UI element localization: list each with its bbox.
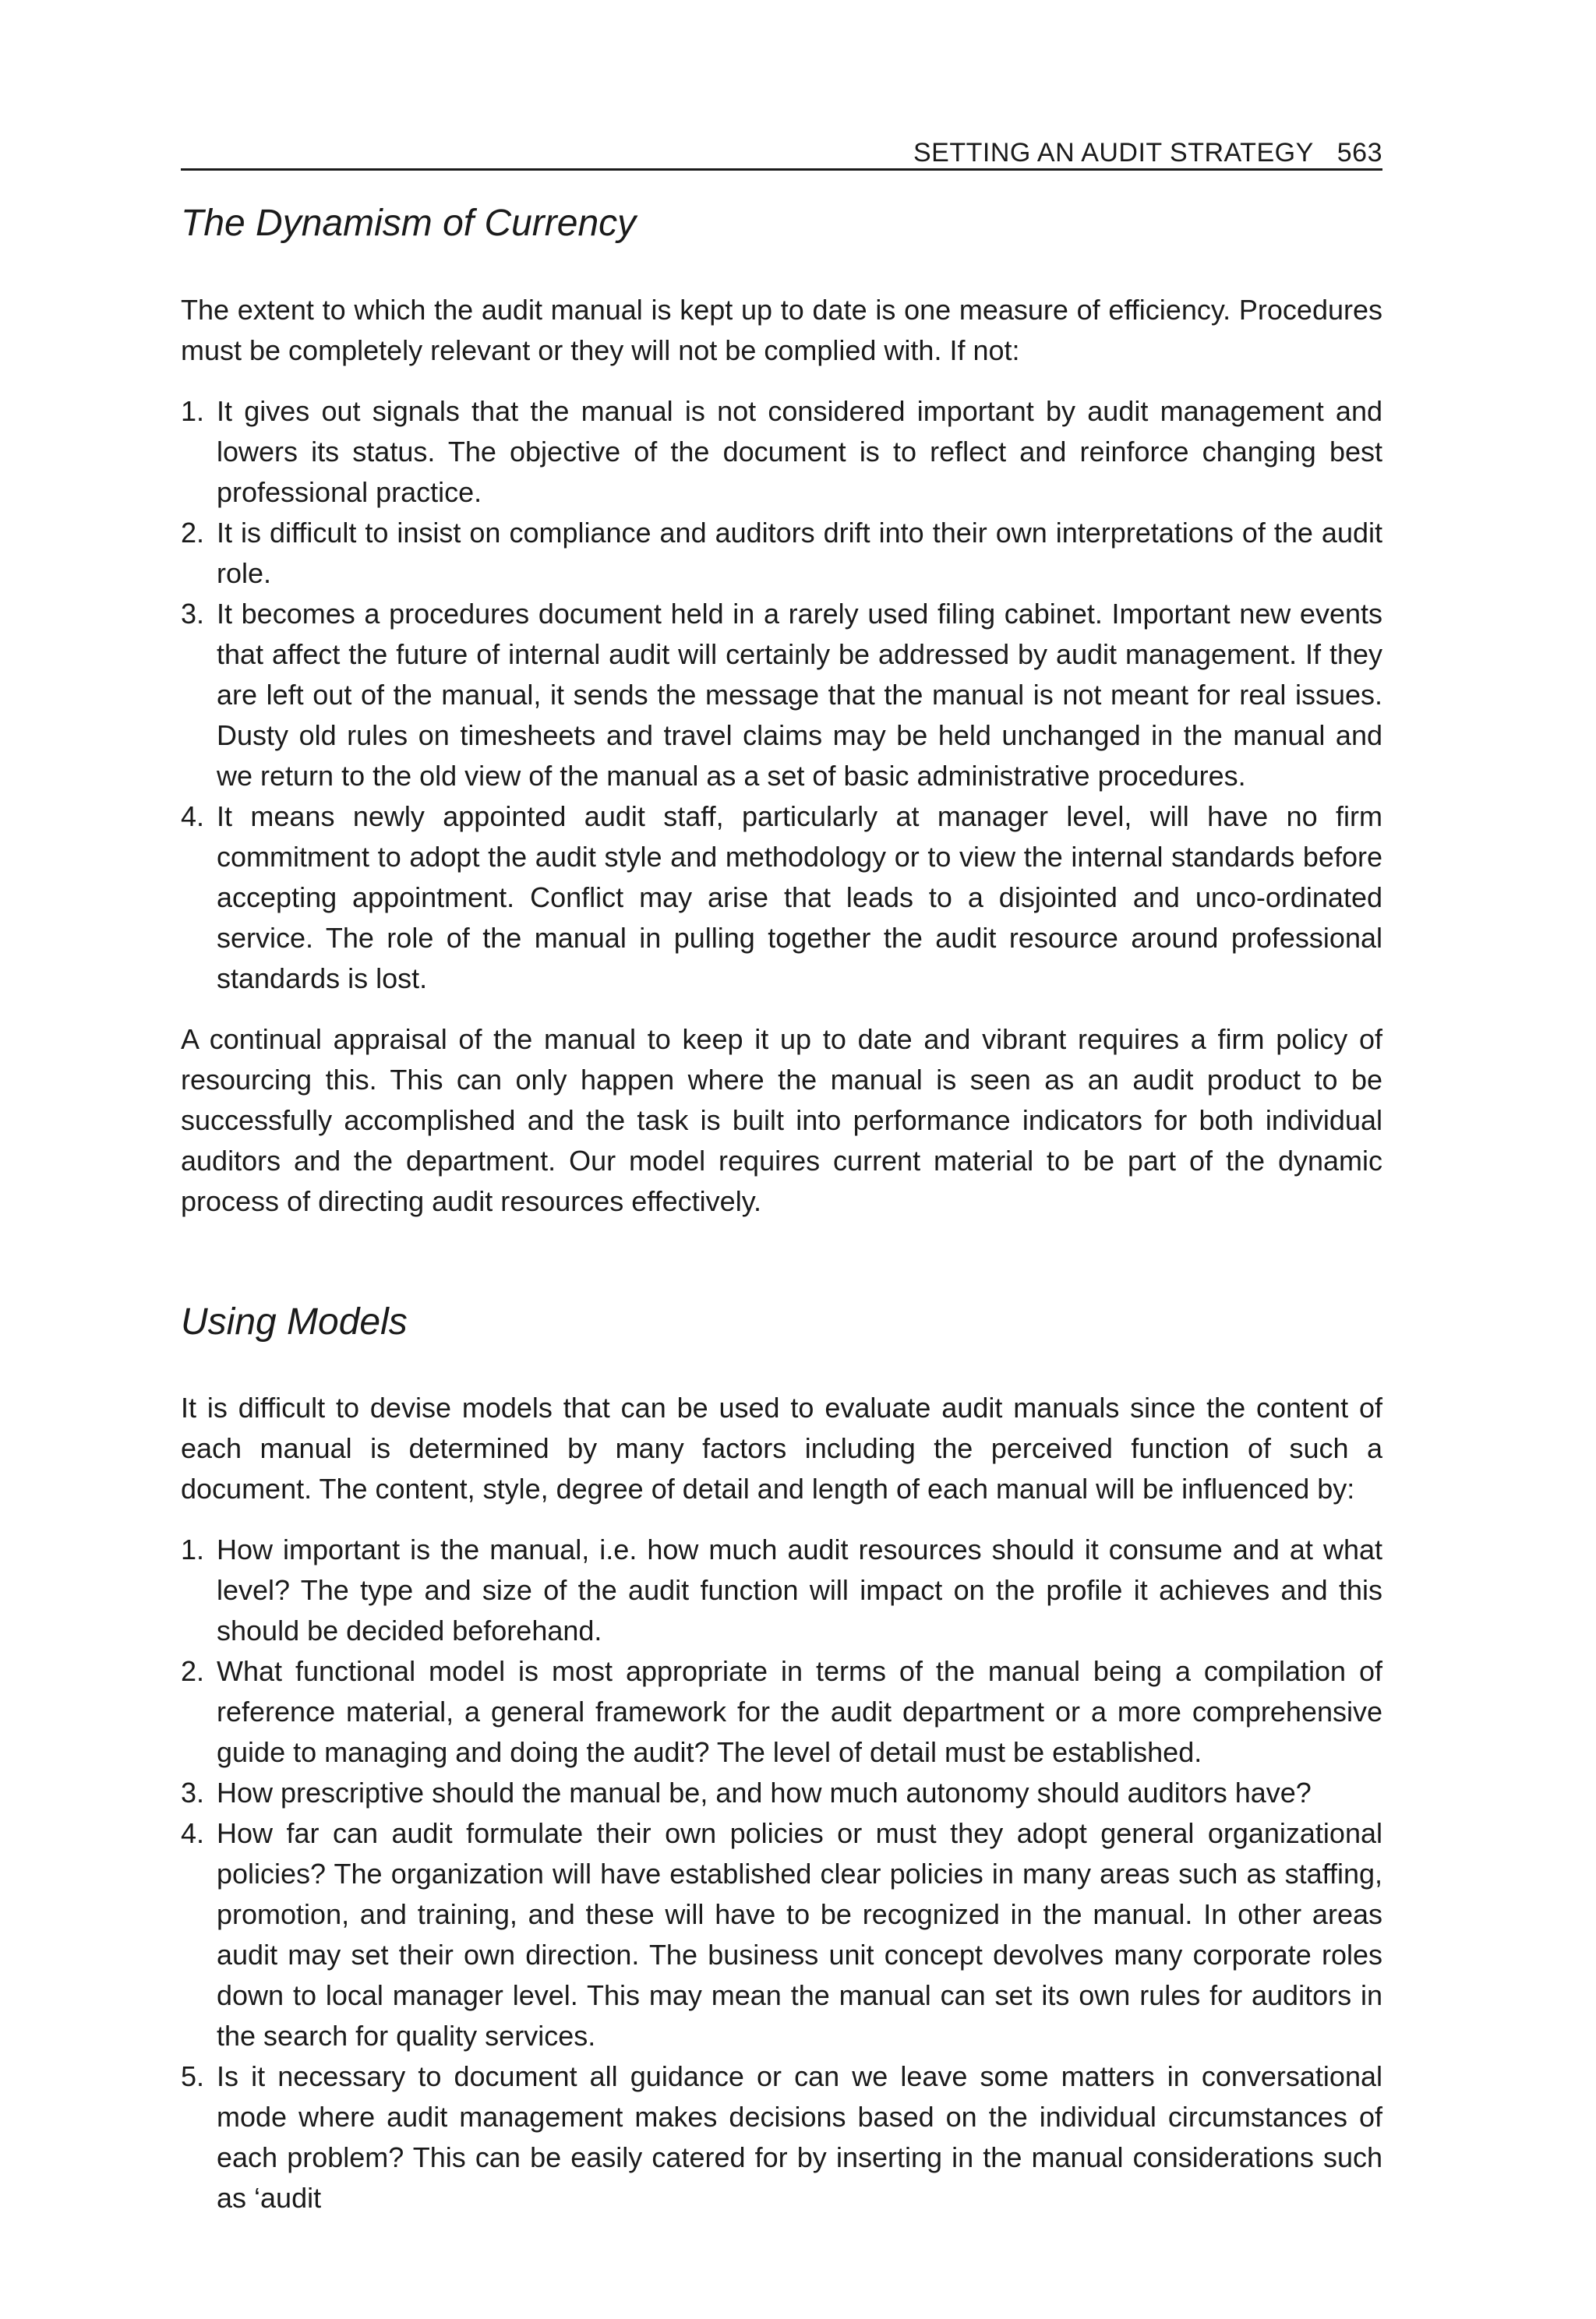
list-item <box>181 1651 1382 1773</box>
list-item-text: Is it necessary to document all guidance or can we leave some matters in conversational mode where audit management makes decisions based on the individual circumstances of each problem? This can be easily catered for by inserting in the manual considerations such as ‘audit <box>217 2060 1382 2215</box>
list-item-text: What functional model is most appropriate in terms of the manual being a compilation of reference material, a general framework for the audit department or a more comprehensive guide to managing and doing the audit? The level of detail must be established. <box>217 1655 1382 1769</box>
list-item <box>181 391 1382 513</box>
list-number: 4. <box>181 799 205 832</box>
page-number: 563 <box>1336 138 1382 168</box>
paragraph-models-intro: It is difficult to devise models that can be used to evaluate audit manuals since the content of each manual is determined by many factors including the perceived function of such a document. The content, style, degree of detail and length of each manual will be influenced by: <box>181 1392 1382 1505</box>
section-heading-dynamism: The Dynamism of Currency <box>181 203 637 244</box>
list-item-text: It is difficult to insist on compliance and auditors drift into their own interpretations of the audit role. <box>217 516 1382 589</box>
list-item <box>181 796 1382 999</box>
list-item-text: How far can audit formulate their own policies or must they adopt general organizational policies? The organization will have established clear policies in many areas such as staffing, promotion, and training, and these will have to be recognized in the manual. In other areas audit may set their own direction. The business unit concept devolves many corporate roles down to local manager level. This may mean the manual can set its own rules for auditors in the search for quality services. <box>217 1817 1382 2053</box>
numbered-list-currency <box>181 391 1382 999</box>
list-item <box>181 513 1382 594</box>
list-item-text: It becomes a procedures document held in a rarely used filing cabinet. Important new events that affect the future of internal audit will certainly be addressed by audit management. If they are left out of the manual, it sends the message that the manual is not meant for real issues. Dusty old rules on timesheets and travel claims may be held unchanged in the manual and we return to the old view of the manual as a set of basic administrative procedures. <box>217 597 1382 792</box>
header-rule <box>181 168 1382 171</box>
numbered-list-models <box>181 1530 1382 2218</box>
list-number: 3. <box>181 597 205 630</box>
list-item <box>181 1813 1382 2056</box>
list-item-text: It means newly appointed audit staff, particularly at manager level, will have no firm commitment to adopt the audit style and methodology or to view the internal standards before accepting appointment. Conflict may arise that leads to a disjointed and unco-ordinated service. The role of the manual in pulling together the audit resource around professional standards is lost. <box>217 799 1382 994</box>
list-item-text: It gives out signals that the manual is not considered important by audit management and lowers its status. The objective of the document is to reflect and reinforce changing best professional practice. <box>217 394 1382 508</box>
list-item <box>181 1530 1382 1651</box>
paragraph-closing: A continual appraisal of the manual to keep it up to date and vibrant requires a firm policy of resourcing this. This can only happen where the manual is seen as an audit product to be successfully accomplished and the task is built into performance indicators for both individual auditors and the department. Our model requires current material to be part of the dynamic process of directing audit resources effectively. <box>181 1022 1382 1217</box>
paragraph-intro: The extent to which the audit manual is kept up to date is one measure of efficiency. Procedures must be completely relevant or they will not be complied with. If not: <box>181 293 1382 366</box>
list-item <box>181 594 1382 796</box>
running-header <box>181 118 1382 168</box>
page-content <box>181 201 1382 2239</box>
list-item <box>181 1773 1382 1813</box>
list-number: 3. <box>181 1777 205 1809</box>
running-title: SETTING AN AUDIT STRATEGY <box>913 138 1314 168</box>
list-number: 5. <box>181 2060 205 2093</box>
list-number: 4. <box>181 1817 205 1850</box>
list-item <box>181 2056 1382 2218</box>
list-number: 1. <box>181 394 205 427</box>
list-number: 2. <box>181 516 205 549</box>
list-item-text: How prescriptive should the manual be, and how much autonomy should auditors have? <box>217 1777 1312 1809</box>
section-heading-using-models: Using Models <box>181 1301 408 1343</box>
list-number: 1. <box>181 1534 205 1566</box>
list-item-text: How important is the manual, i.e. how much audit resources should it consume and at what level? The type and size of the audit function will impact on the profile it achieves and this should be decided beforehand. <box>217 1534 1382 1647</box>
list-number: 2. <box>181 1655 205 1688</box>
